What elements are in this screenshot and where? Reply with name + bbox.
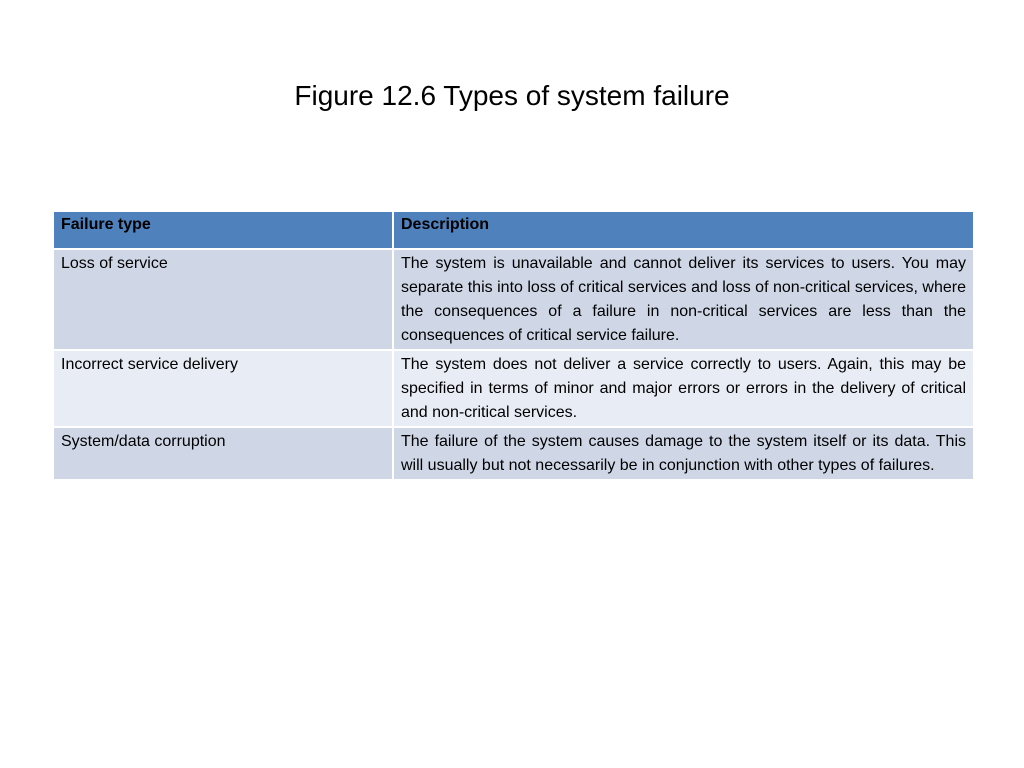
table-row — [53, 427, 974, 480]
failure-type-cell: Loss of service — [53, 249, 393, 350]
column-header-failure-type: Failure type — [53, 211, 393, 249]
failure-type-cell: Incorrect service delivery — [53, 350, 393, 427]
table-row — [53, 249, 974, 350]
description-cell: The failure of the system causes damage to the system itself or its data. This will usually but not necessarily be in conjunction with other types of failures. — [393, 427, 974, 480]
table-row — [53, 350, 974, 427]
description-cell: The system does not deliver a service correctly to users. Again, this may be specified in terms of minor and major errors or errors in the delivery of critical and non-critical services. — [393, 350, 974, 427]
table-header-row — [53, 211, 974, 249]
column-header-description: Description — [393, 211, 974, 249]
failure-types-table — [52, 210, 975, 481]
description-cell: The system is unavailable and cannot deliver its services to users. You may separate this into loss of critical services and loss of non-critical services, where the consequences of a failure in non-critical services are less than the consequences of critical service failure. — [393, 249, 974, 350]
slide-title: Figure 12.6 Types of system failure — [294, 80, 730, 111]
failure-type-cell: System/data corruption — [53, 427, 393, 480]
